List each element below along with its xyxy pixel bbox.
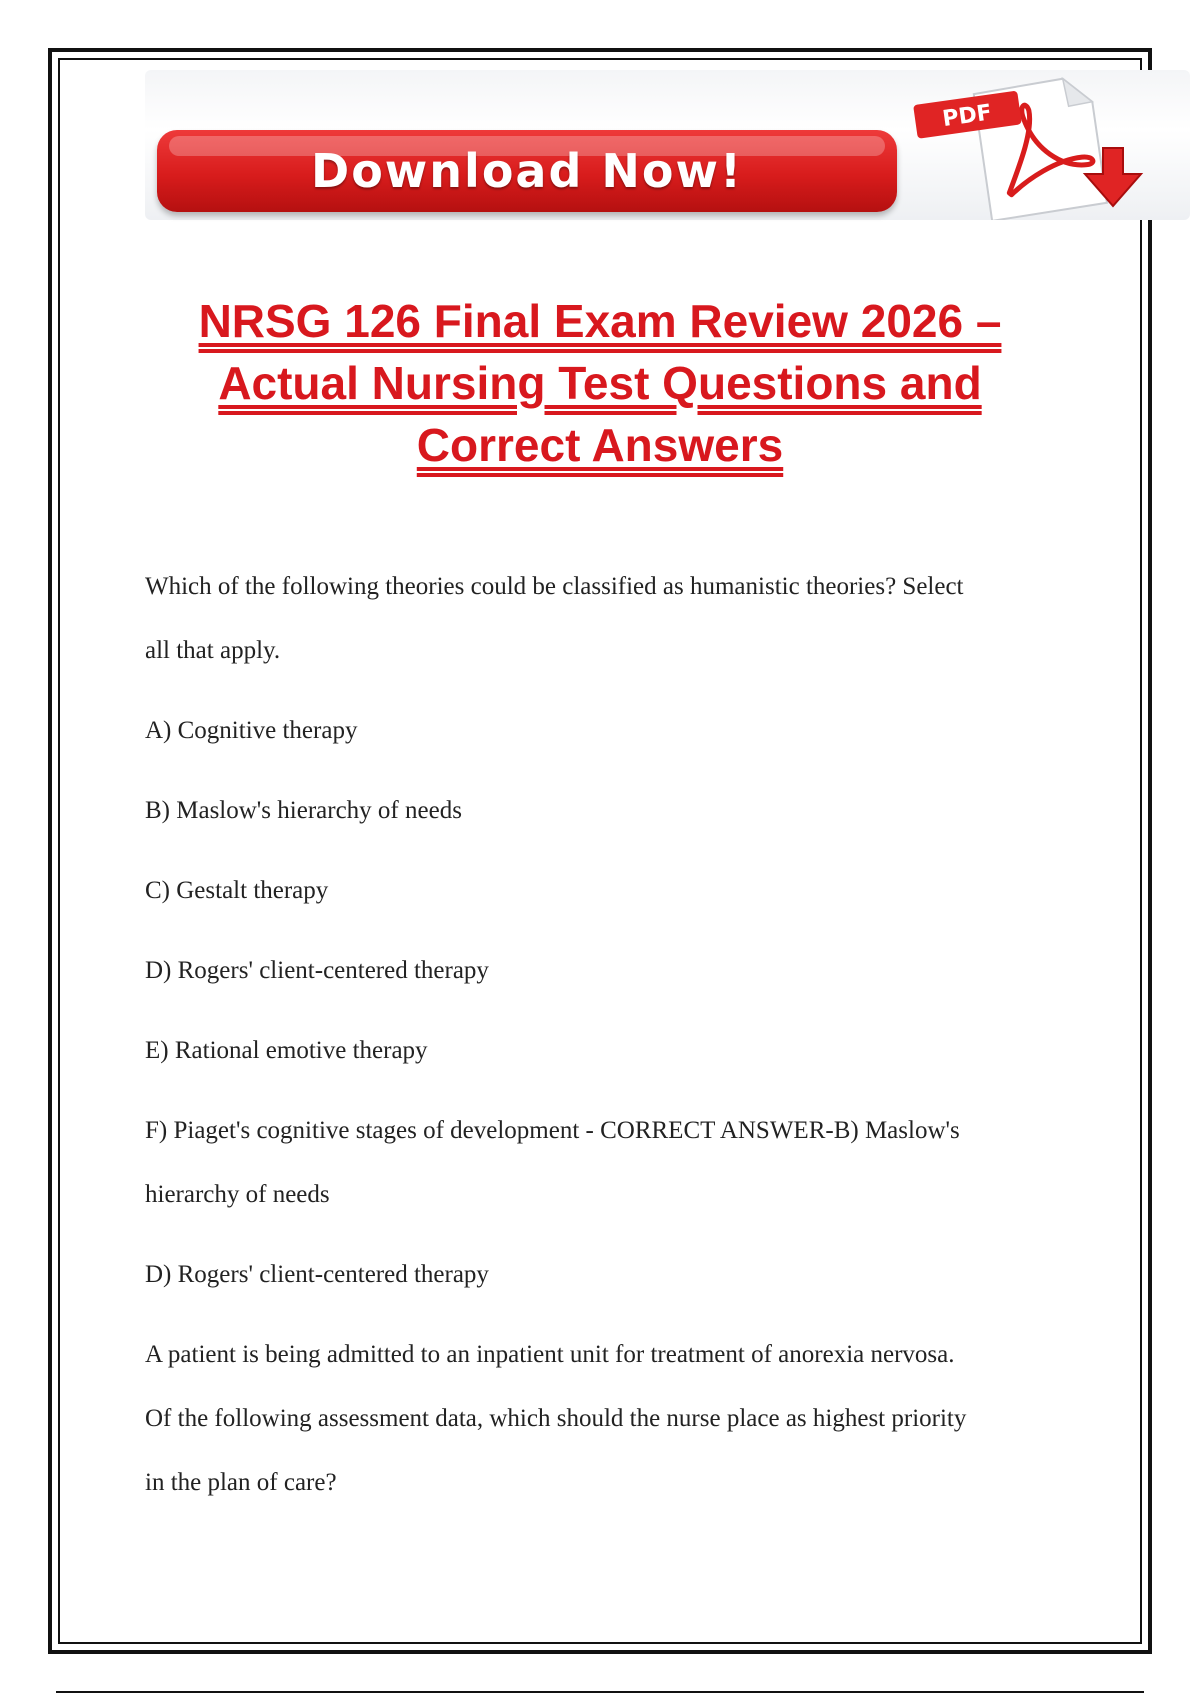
download-now-button[interactable]: [157, 130, 897, 212]
option-c: C) Gestalt therapy: [145, 877, 329, 904]
option-d: D) Rogers' client-centered therapy: [145, 957, 489, 984]
answer-line-3: D) Rogers' client-centered therapy: [145, 1261, 489, 1288]
document-body: [145, 555, 1045, 1515]
pdf-tag-label: PDF: [940, 100, 994, 133]
answer-line-2: hierarchy of needs: [145, 1181, 330, 1208]
option-f-and-answer-line-1: F) Piaget's cognitive stages of development - CORRECT ANSWER-B) Maslow's: [145, 1117, 960, 1144]
option-b: B) Maslow's hierarchy of needs: [145, 797, 462, 824]
option-e: E) Rational emotive therapy: [145, 1037, 428, 1064]
question-2-text-line-2: Of the following assessment data, which should the nurse place as highest priority: [145, 1405, 967, 1432]
question-1-text-line-2: all that apply.: [145, 637, 281, 664]
document-title: [100, 290, 1100, 476]
question-2-text-line-3: in the plan of care?: [145, 1469, 337, 1496]
download-now-label: Download Now!: [311, 144, 743, 198]
download-banner[interactable]: [145, 70, 1190, 220]
title-line-2: Actual Nursing Test Questions and: [218, 357, 982, 409]
title-line-3: Correct Answers: [416, 419, 784, 471]
pdf-file-icon: [885, 70, 1155, 220]
question-2-text-line-1: A patient is being admitted to an inpatient unit for treatment of anorexia nervosa.: [145, 1341, 955, 1368]
question-1-text-line-1: Which of the following theories could be classified as humanistic theories? Select: [145, 573, 964, 600]
title-line-1: NRSG 126 Final Exam Review 2026 –: [198, 295, 1002, 347]
option-a: A) Cognitive therapy: [145, 717, 358, 744]
footer-divider: [56, 1691, 1144, 1693]
